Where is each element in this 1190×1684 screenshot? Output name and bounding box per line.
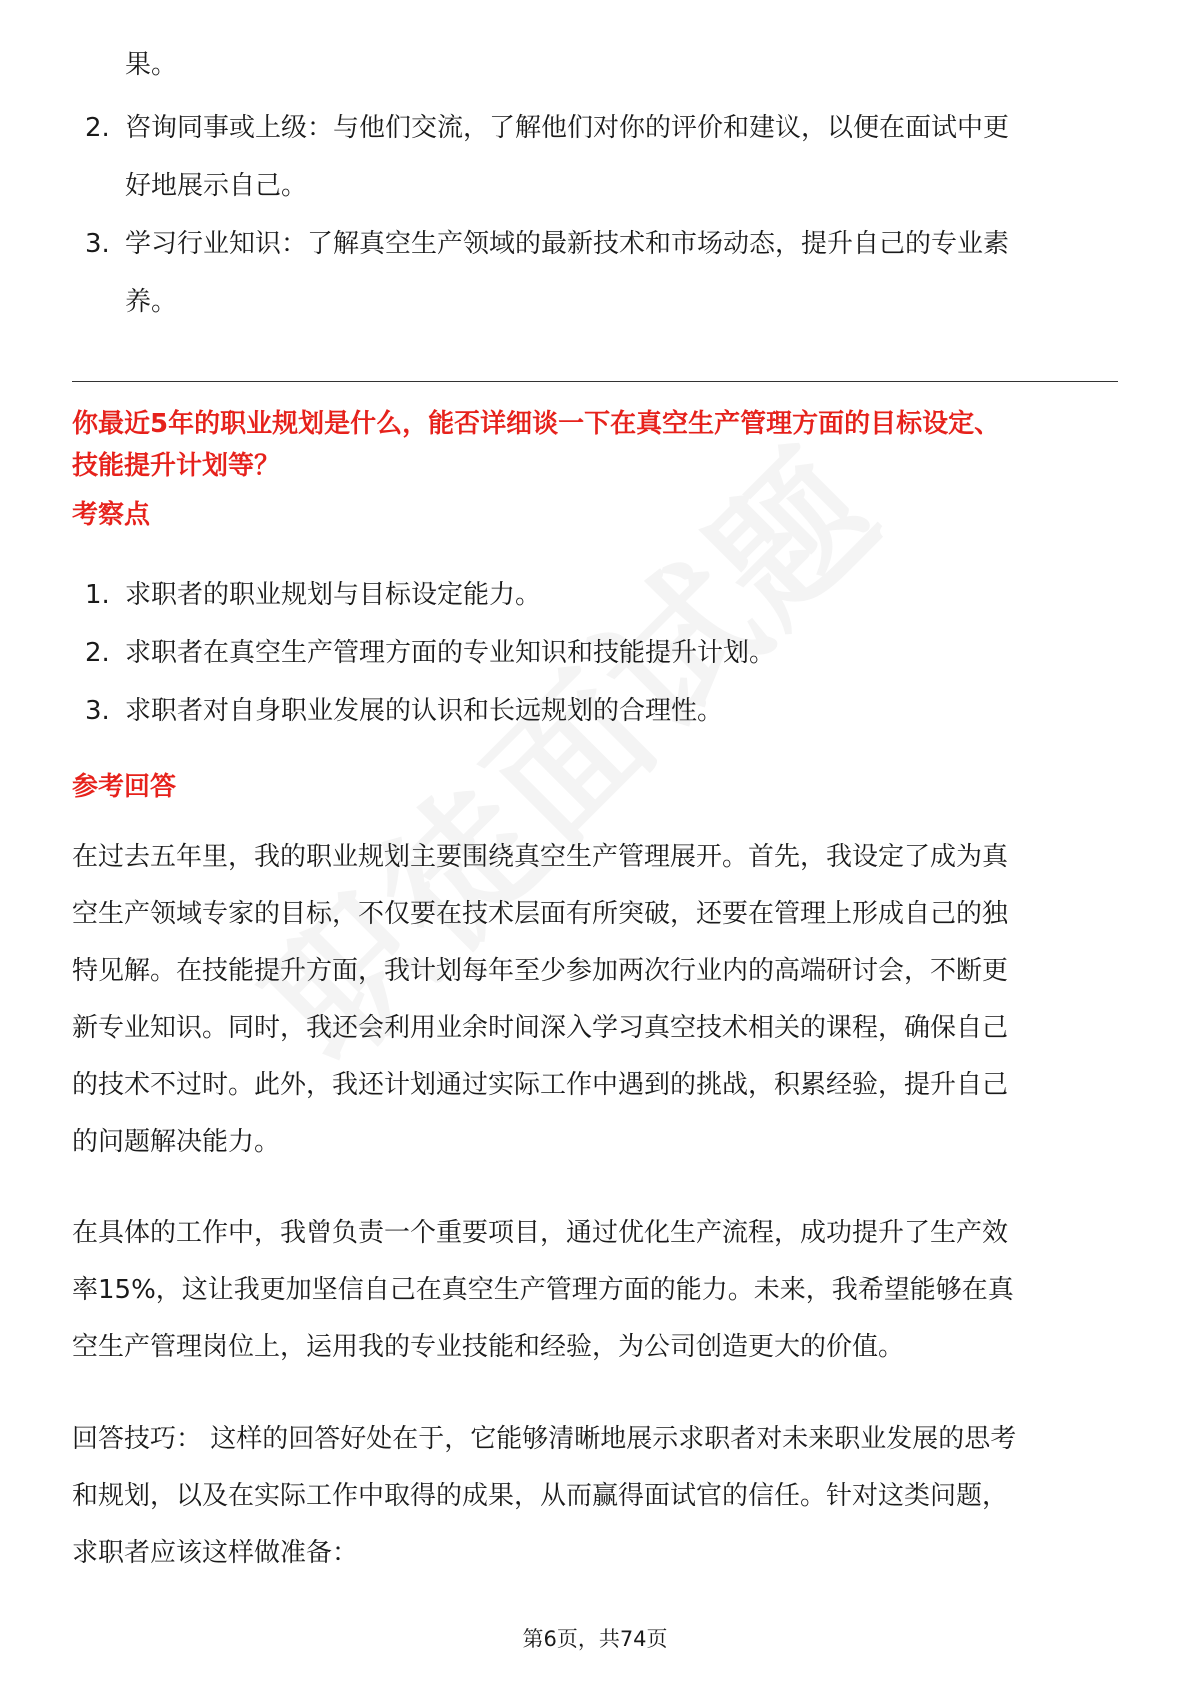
paragraph-line: 率15%，这让我更加坚信自己在真空生产管理方面的能力。未来，我希望能够在真 <box>72 1275 1014 1305</box>
list-item <box>72 566 1118 624</box>
question-line: 技能提升计划等？ <box>72 451 281 481</box>
answer-paragraph-1 <box>72 829 1122 1171</box>
list-number: 3. <box>85 229 110 259</box>
answer-paragraph-2 <box>72 1205 1122 1376</box>
question-heading <box>72 403 1122 487</box>
answer-tips-paragraph <box>72 1411 1122 1582</box>
paragraph-line: 在过去五年里，我的职业规划主要围绕真空生产管理展开。首先，我设定了成为真 <box>72 842 1009 872</box>
list-item <box>72 682 1118 740</box>
list-item-line: 好地展示自己。 <box>125 171 308 201</box>
list-item-text: 求职者的职业规划与目标设定能力。 <box>125 580 542 610</box>
list-item-line: 养。 <box>125 287 178 317</box>
list-item <box>72 99 1118 215</box>
paragraph-line: 特见解。在技能提升方面，我计划每年至少参加两次行业内的高端研讨会，不断更 <box>72 956 1009 986</box>
list-item-line: 学习行业知识：了解真空生产领域的最新技术和市场动态，提升自己的专业素 <box>125 229 1010 259</box>
list-item <box>72 215 1118 331</box>
list-item <box>72 624 1118 682</box>
list-number: 1. <box>85 580 110 610</box>
paragraph-line: 空生产管理岗位上，运用我的专业技能和经验，为公司创造更大的价值。 <box>72 1332 905 1362</box>
paragraph-line: 的问题解决能力。 <box>72 1127 281 1157</box>
list-number: 2. <box>85 113 110 143</box>
reference-heading: 参考回答 <box>72 772 177 802</box>
list-item-text: 果。 <box>125 50 178 80</box>
paragraph-line: 空生产领域专家的目标，不仅要在技术层面有所突破，还要在管理上形成自己的独 <box>72 899 1009 929</box>
top-list <box>72 40 1118 331</box>
paragraph-line: 求职者应该这样做准备： <box>72 1538 359 1568</box>
list-number: 3. <box>85 696 110 726</box>
paragraph-line: 回答技巧： 这样的回答好处在于，它能够清晰地展示求职者对未来职业发展的思考 <box>72 1424 1017 1454</box>
list-number: 2. <box>85 638 110 668</box>
list-item-text: 求职者对自身职业发展的认识和长远规划的合理性。 <box>125 696 724 726</box>
paragraph-line: 新专业知识。同时，我还会利用业余时间深入学习真空技术相关的课程，确保自己 <box>72 1013 1009 1043</box>
paragraph-line: 的技术不过时。此外，我还计划通过实际工作中遇到的挑战，积累经验，提升自己 <box>72 1070 1009 1100</box>
section-divider <box>72 381 1118 382</box>
paragraph-line: 在具体的工作中，我曾负责一个重要项目，通过优化生产流程，成功提升了生产效 <box>72 1218 1009 1248</box>
list-item-line: 咨询同事或上级：与他们交流，了解他们对你的评价和建议，以便在面试中更 <box>125 113 1010 143</box>
paragraph-line: 和规划，以及在实际工作中取得的成果，从而赢得面试官的信任。针对这类问题， <box>72 1481 1009 1511</box>
question-line: 你最近5年的职业规划是什么，能否详细谈一下在真空生产管理方面的目标设定、 <box>72 409 1001 439</box>
list-item-text: 求职者在真空生产管理方面的专业知识和技能提升计划。 <box>125 638 776 668</box>
examination-list <box>72 566 1118 740</box>
examination-heading: 考察点 <box>72 500 151 530</box>
page-number: 第6页，共74页 <box>522 1627 668 1651</box>
list-item <box>72 40 1118 90</box>
